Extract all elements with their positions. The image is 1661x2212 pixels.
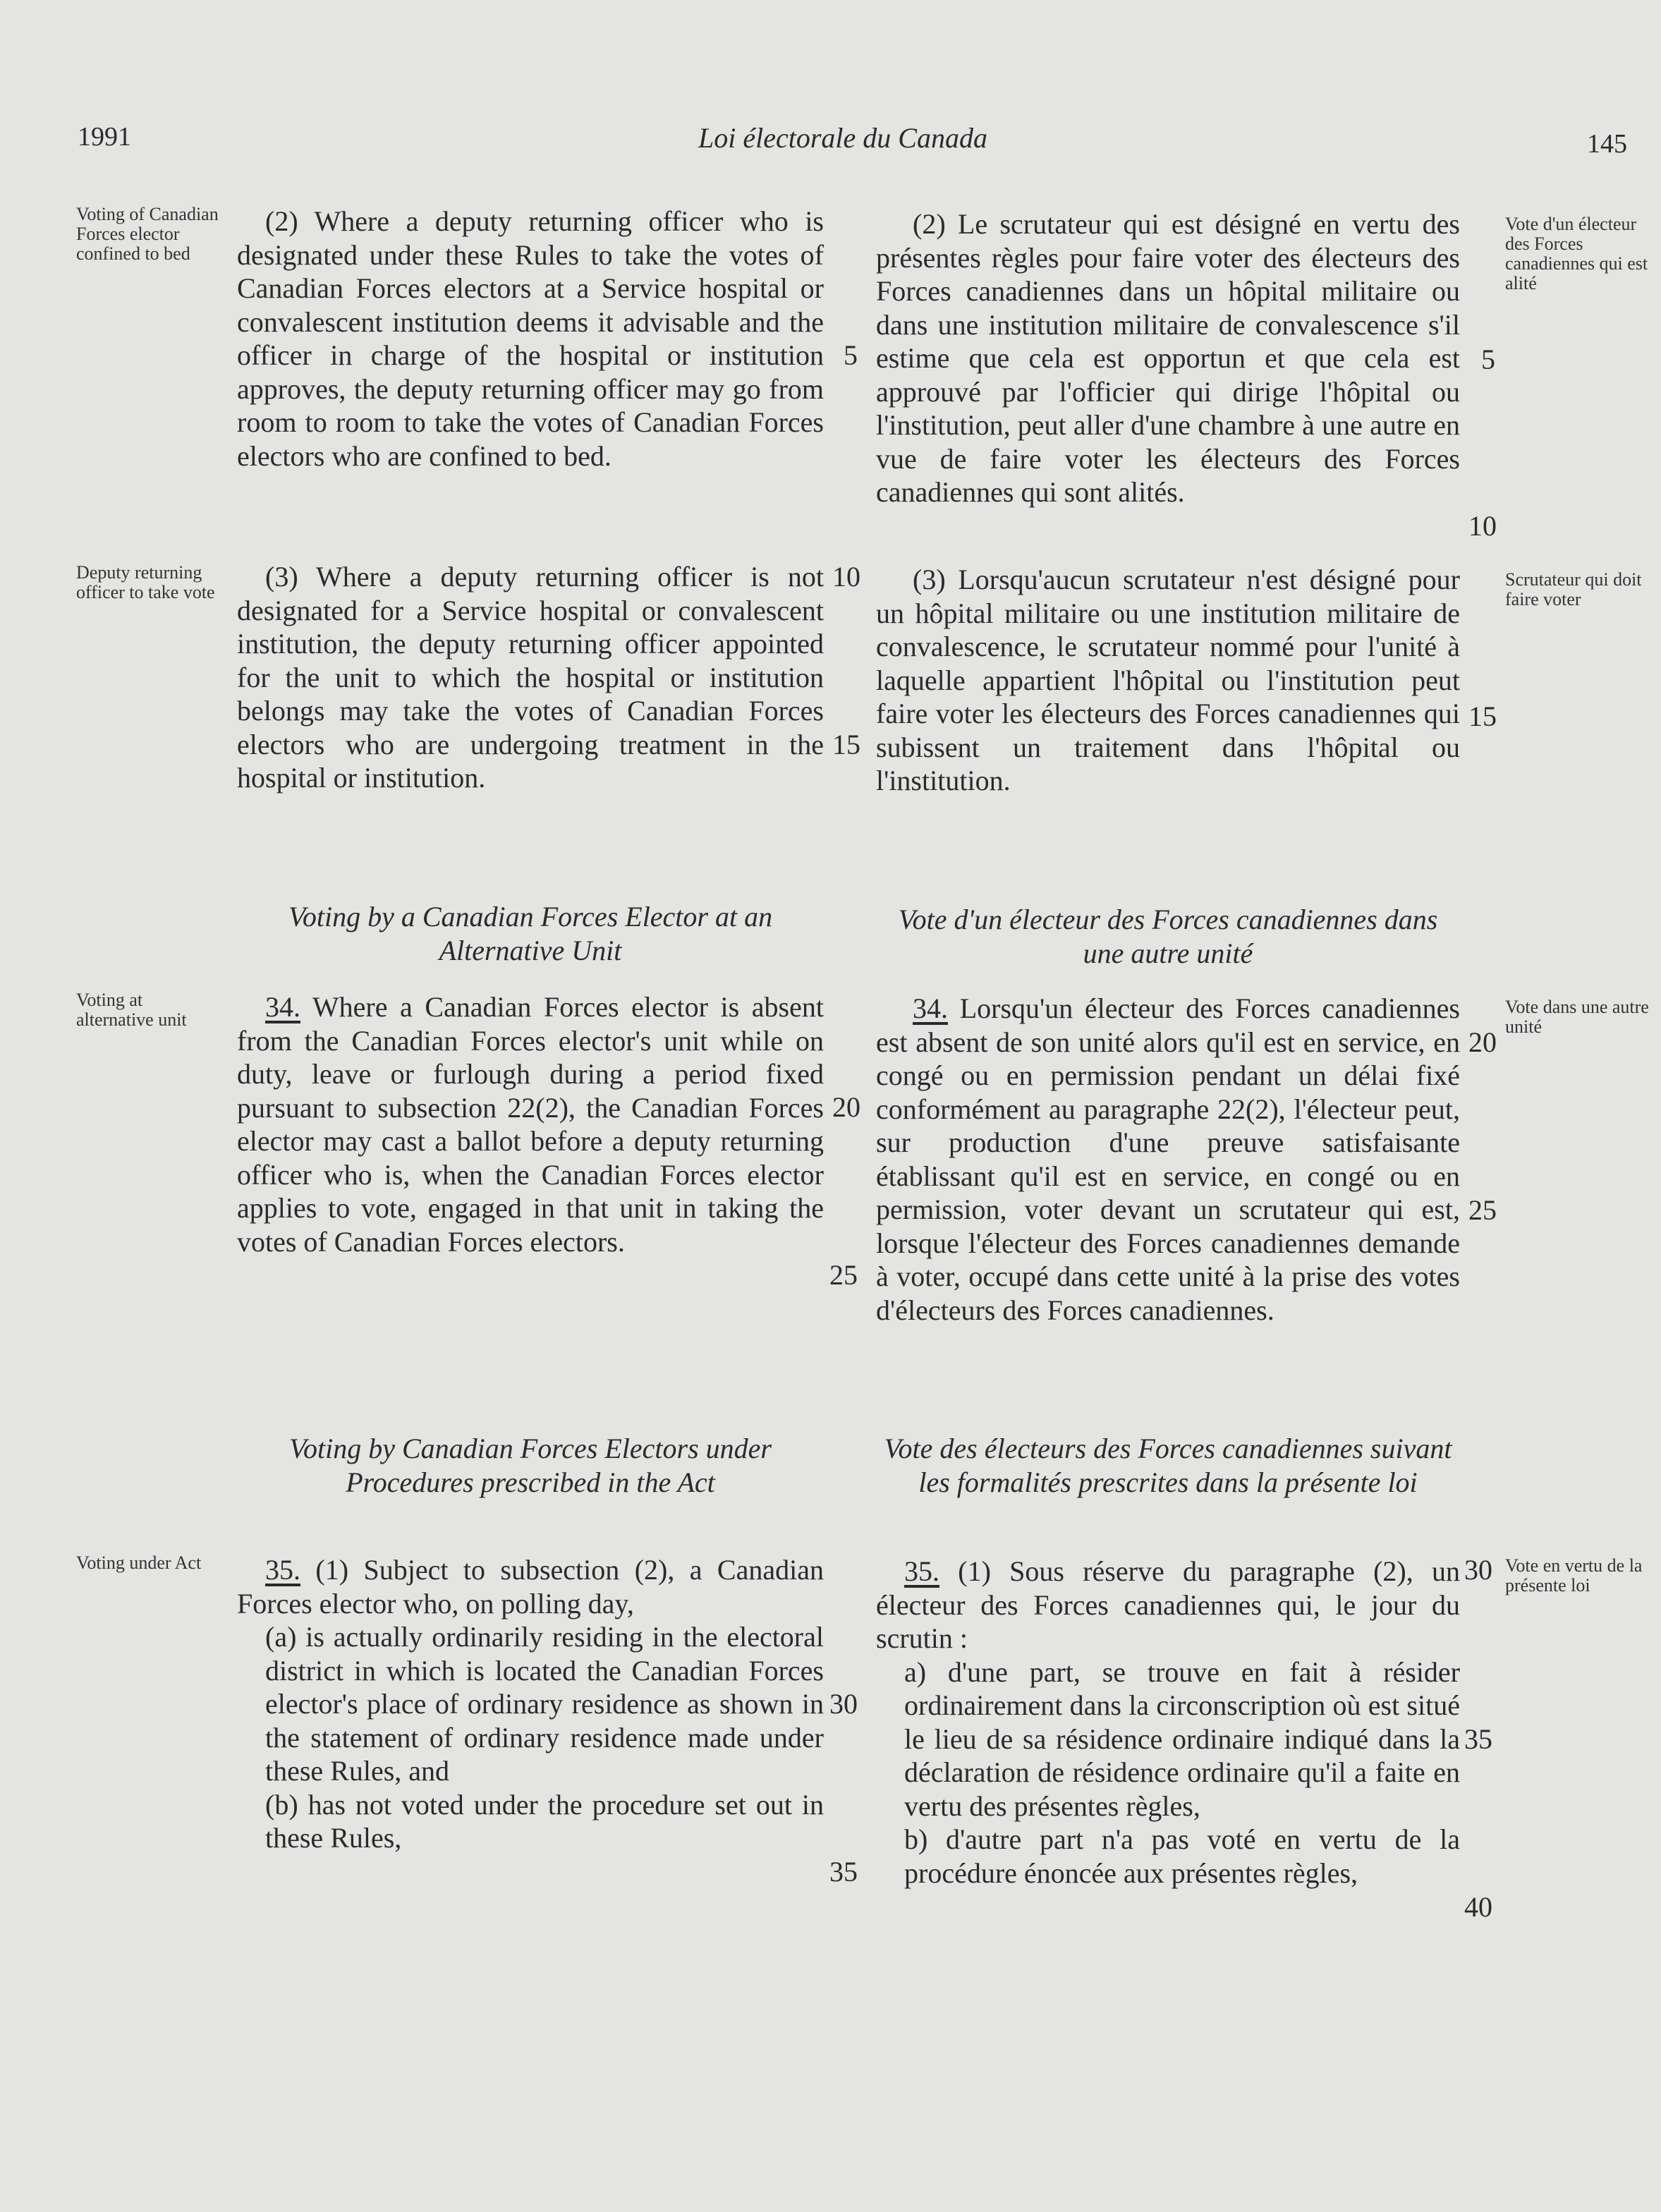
line-number: 25: [829, 1259, 858, 1291]
margin-note-en-2: Deputy returning officer to take vote: [76, 562, 215, 602]
page-number: 145: [1587, 129, 1627, 159]
line-number: 10: [1468, 510, 1497, 542]
english-subsection-3: [237, 560, 824, 795]
english-clause-a: (a) is actually ordinarily residing in the electoral district in which is located the Canadian Forces elector's place of ordinary residence as shown in the statement of ordinary residence made under these Rules, and: [265, 1621, 824, 1787]
line-number: 5: [1481, 344, 1495, 375]
line-number: 35: [1464, 1723, 1492, 1755]
english-paragraph: (3) Where a deputy returning officer is not designated for a Service hospital or convalescent institution, the deputy returning officer appointed for the unit to which the hospital or institution belongs may take the votes of Canadian Forces electors who are undergoing treatment in the hospital or institution.: [237, 561, 824, 794]
section-number: 35.: [265, 1554, 300, 1586]
margin-note-fr-2: Scrutateur qui doit faire voter: [1505, 569, 1642, 609]
english-paragraph: (2) Where a deputy returning officer who is designated under these Rules to take the votes of Canadian Forces electors at a Service hospital or convalescent institution deems it advisable and the officer in charge of the hospital or institution approves, the deputy returning officer may go from room to room to take the votes of Canadian Forces electors who are confined to bed.: [237, 205, 824, 472]
english-paragraph: (1) Subject to subsection (2), a Canadian Forces elector who, on polling day,: [237, 1554, 824, 1620]
english-section-35: [237, 1553, 824, 1855]
french-paragraph: (3) Lorsqu'aucun scrutateur n'est désigné pour un hôpital militaire ou une institution militaire de convalescence, le scrutateur nommé pour l'unité à laquelle appartient l'hôpital ou l'institution peut faire voter les électeurs des Forces canadiennes qui subissent un traitement dans l'hôpital ou l'institution.: [876, 564, 1460, 796]
line-number: 10: [832, 561, 860, 592]
french-section-34: [876, 992, 1460, 1327]
french-clause-b: b) d'autre part n'a pas voté en vertu de la procédure énoncée aux présentes règles,: [904, 1823, 1460, 1889]
line-number: 15: [832, 729, 860, 760]
french-paragraph: (2) Le scrutateur qui est désigné en vertu des présentes règles pour faire voter des électeurs des Forces canadiennes dans un hôpital militaire ou dans une institution militaire de convalescence s'il estime que cela est opportun et que cela est approuvé par l'officier qui dirige l'hôpital ou l'institution, peut aller d'une chambre à une autre en vue de faire voter les électeurs des Forces canadiennes qui sont alités.: [876, 208, 1460, 508]
line-number: 25: [1468, 1194, 1497, 1226]
margin-note-fr-3: Vote dans une autre unité: [1505, 997, 1649, 1037]
header-title: Loi électorale du Canada: [698, 122, 987, 154]
section-number: 35.: [904, 1555, 939, 1587]
english-section-34: [237, 990, 824, 1258]
header-year: 1991: [78, 122, 131, 152]
french-section-35: [876, 1555, 1460, 1890]
margin-note-en-4: Voting under Act: [76, 1552, 202, 1573]
english-subsection-2: [237, 205, 824, 473]
french-heading-35: Vote des électeurs des Forces canadiennes suivant les formalités prescrites dans la présente loi: [884, 1433, 1452, 1498]
section-number: 34.: [913, 992, 948, 1024]
section-number: 34.: [265, 991, 300, 1023]
english-clause-b: (b) has not voted under the procedure set out in these Rules,: [265, 1788, 824, 1854]
french-subsection-3: [876, 563, 1460, 798]
french-paragraph: Lorsqu'un électeur des Forces canadiennes est absent de son unité alors qu'il est en service, en congé ou en permission pendant un délai fixé conformément au paragraphe 22(2), l'électeur peut, sur production d'une preuve satisfaisante établissant qu'il est en service, en congé ou en permission, voter devant un scrutateur qui est, lorsque l'électeur des Forces canadiennes demande à voter, occupé dans cette unité à la prise des votes d'électeurs des Forces canadiennes.: [876, 992, 1461, 1326]
english-heading-34: Voting by a Canadian Forces Elector at an Alternative Unit: [288, 901, 773, 966]
french-subsection-2: [876, 207, 1460, 509]
margin-note-fr-4: Vote en vertu de la présente loi: [1505, 1555, 1643, 1596]
line-number: 15: [1468, 700, 1497, 732]
french-clause-a: a) d'une part, se trouve en fait à résider ordinairement dans la circonscription où est situé le lieu de sa résidence ordinaire indiqué dans la déclaration de résidence ordinaire qu'il a faite en vertu des présentes règles,: [904, 1655, 1460, 1822]
english-heading-35: Voting by Canadian Forces Electors under Procedures prescribed in the Act: [289, 1433, 772, 1498]
line-number: 5: [844, 339, 858, 371]
french-paragraph: (1) Sous réserve du paragraphe (2), un électeur des Forces canadiennes qui, le jour du scrutin :: [876, 1555, 1461, 1654]
french-heading-34: Vote d'un électeur des Forces canadiennes dans une autre unité: [898, 904, 1438, 969]
line-number: 30: [1464, 1554, 1492, 1586]
margin-note-fr-1: Vote d'un électeur des Forces canadiennes qui est alité: [1505, 214, 1648, 293]
line-number: 20: [1468, 1026, 1497, 1058]
margin-note-en-3: Voting at alternative unit: [76, 990, 187, 1030]
line-number: 35: [829, 1856, 858, 1888]
line-number: 40: [1464, 1891, 1492, 1923]
margin-note-en-1: Voting of Canadian Forces elector confined to bed: [76, 204, 219, 264]
line-number: 20: [832, 1091, 860, 1123]
english-paragraph: Where a Canadian Forces elector is absent from the Canadian Forces elector's unit while on duty, leave or furlough during a period fixed pursuant to subsection 22(2), the Canadian Forces elector may cast a ballot before a deputy returning officer who is, when the Canadian Forces elector applies to vote, engaged in that unit in taking the votes of Canadian Forces electors.: [237, 991, 824, 1258]
line-number: 30: [829, 1688, 858, 1720]
